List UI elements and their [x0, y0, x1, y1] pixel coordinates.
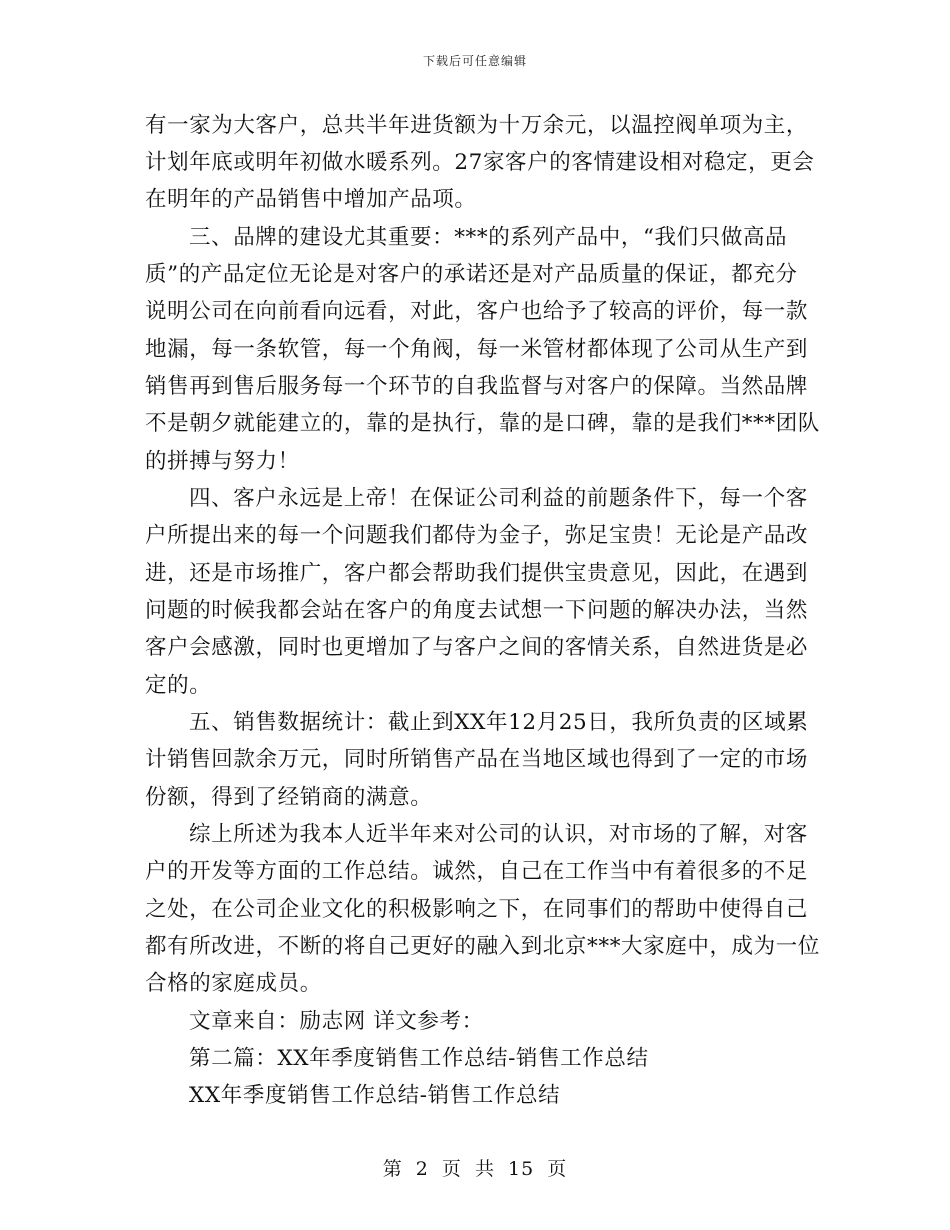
body-line: 销售再到售后服务每一个环节的自我监督与对客户的保障。当然品牌	[145, 374, 809, 399]
body-line: 三、品牌的建设尤其重要：***的系列产品中，“我们只做高品	[189, 225, 788, 250]
body-line: 第二篇：XX年季度销售工作总结-销售工作总结	[189, 1046, 649, 1071]
body-line: 之处，在公司企业文化的积极影响之下，在同事们的帮助中使得自己	[145, 897, 809, 922]
body-line: 五、销售数据统计：截止到XX年12月25日，我所负责的区域累	[189, 710, 809, 735]
body-line: 合格的家庭成员。	[145, 971, 322, 996]
body-line: 质”的产品定位无论是对客户的承诺还是对产品质量的保证，都充分	[145, 262, 798, 287]
body-line: 综上所述为我本人近半年来对公司的认识，对市场的了解，对客	[189, 822, 808, 847]
body-line: XX年季度销售工作总结-销售工作总结	[189, 1083, 561, 1108]
body-line: 户的开发等方面的工作总结。诚然，自己在工作当中有着很多的不足	[145, 859, 809, 884]
page-header: 下载后可任意编辑	[422, 54, 527, 68]
body-line: 四、客户永远是上帝！在保证公司利益的前题条件下，每一个客	[189, 486, 808, 511]
body-line: 定的。	[145, 673, 212, 698]
body-line: 客户会感激，同时也更增加了与客户之间的客情关系，自然进货是必	[145, 635, 809, 660]
page-footer: 第 2 页 共 15 页	[382, 1158, 568, 1180]
body-line: 份额，得到了经销商的满意。	[145, 785, 433, 810]
body-line: 问题的时候我都会站在客户的角度去试想一下问题的解决办法，当然	[145, 598, 809, 623]
body-line: 有一家为大客户，总共半年进货额为十万余元，以温控阀单项为主，	[145, 113, 809, 138]
body-line: 文章来自：励志网 详文参考：	[189, 1009, 484, 1034]
body-line: 说明公司在向前看向远看，对此，客户也给予了较高的评价，每一款	[145, 299, 809, 324]
body-line: 在明年的产品销售中增加产品项。	[145, 187, 477, 212]
body-line: 地漏，每一条软管，每一个角阀，每一米管材都体现了公司从生产到	[145, 337, 809, 362]
body-line: 进，还是市场推广，客户都会帮助我们提供宝贵意见，因此，在遇到	[145, 561, 809, 586]
body-line: 不是朝夕就能建立的，靠的是执行，靠的是口碑，靠的是我们***团队	[145, 411, 820, 436]
body-line: 计销售回款余万元，同时所销售产品在当地区域也得到了一定的市场	[145, 747, 809, 772]
body-line: 计划年底或明年初做水暖系列。27家客户的客情建设相对稳定，更会	[145, 150, 815, 175]
body-line: 户所提出来的每一个问题我们都侍为金子，弥足宝贵！无论是产品改	[145, 523, 809, 548]
body-line: 的拼搏与努力！	[145, 449, 300, 474]
body-line: 都有所改进，不断的将自己更好的融入到北京***大家庭中，成为一位	[145, 934, 820, 959]
